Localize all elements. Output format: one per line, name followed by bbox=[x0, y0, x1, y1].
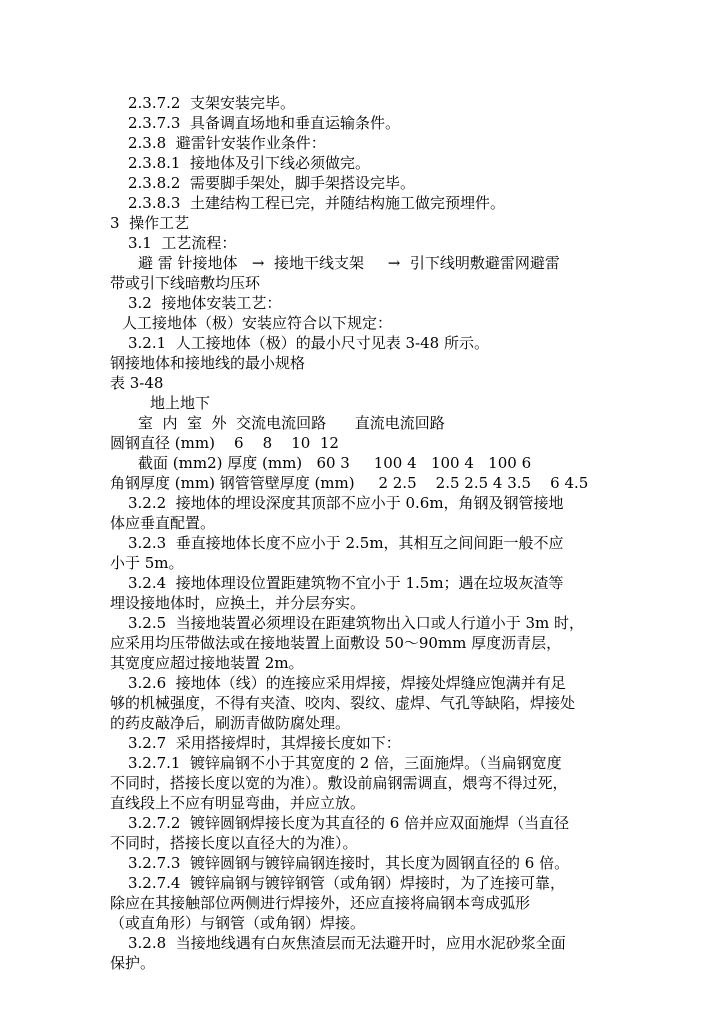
text-line: 3.2.8 当接地线遇有白灰焦渣层而无法避开时，应用水泥砂浆全面 bbox=[128, 934, 566, 952]
text-line: 2.3.8.1 接地体及引下线必须做完。 bbox=[128, 154, 371, 172]
process-flow-line: 避 雷 针接地体 → 接地干线支架 → 引下线明敷避雷网避雷 bbox=[138, 254, 560, 272]
text-line: 3.2.3 垂直接地体长度不应小于 2.5m，其相互之间间距一般不应 bbox=[128, 534, 564, 552]
text-line: 3.2.1 人工接地体（极）的最小尺寸见表 3-48 所示。 bbox=[128, 334, 489, 352]
text-line: 3.2 接地体安装工艺： bbox=[128, 294, 282, 312]
table-text-line: 圆钢直径 (mm) 6 8 10 12 bbox=[110, 434, 339, 452]
text-line: 人工接地体（极）安装应符合以下规定： bbox=[122, 314, 393, 332]
text-line: 2.3.7.2 支架安装完毕。 bbox=[128, 94, 296, 112]
text-line: （或直角形）与钢管（或角钢）焊接。 bbox=[110, 914, 366, 932]
text-line: 不同时，搭接长度以宽的为准）。敷设前扁钢需调直，煨弯不得过死， bbox=[110, 774, 568, 792]
text-line: 不同时，搭接长度以直径大的为准）。 bbox=[110, 834, 358, 852]
text-line: 3.2.5 当接地装置必须埋设在距建筑物出入口或人行道小于 3m 时， bbox=[128, 614, 585, 632]
text-line: 3.2.7 采用搭接焊时，其焊接长度如下： bbox=[128, 734, 401, 752]
section-heading: 3 操作工艺 bbox=[110, 214, 190, 232]
text-line: 3.2.4 接地体理设位置距建筑物不宜小于 1.5m；遇在垃圾灰渣等 bbox=[128, 574, 564, 592]
text-line: 3.2.7.1 镀锌扁钢不小于其宽度的 2 倍，三面施焊。（当扁钢宽度 bbox=[128, 754, 562, 772]
text-line: 体应垂直配置。 bbox=[110, 514, 216, 532]
text-line: 3.2.2 接地体的埋设深度其顶部不应小于 0.6m，角钢及钢管接地 bbox=[128, 494, 564, 512]
text-line: 的药皮敲净后，刷沥青做防腐处理。 bbox=[110, 714, 351, 732]
table-number: 表 3-48 bbox=[110, 374, 164, 392]
text-line: 2.3.8.2 需要脚手架处，脚手架搭设完毕。 bbox=[128, 174, 416, 192]
text-line: 2.3.8.3 土建结构工程已完，并随结构施工做完预埋件。 bbox=[128, 194, 506, 212]
text-line: 除应在其接触部位两侧进行焊接外，还应直接将扁钢本弯成弧形 bbox=[110, 894, 531, 912]
text-line: 3.1 工艺流程： bbox=[128, 234, 237, 252]
text-line: 应采用均压带做法或在接地装置上面敷设 50～90mm 厚度沥青层， bbox=[110, 634, 562, 652]
table-text-line: 地上地下 bbox=[150, 394, 211, 412]
text-line: 3.2.7.4 镀锌扁钢与镀锌钢管（或角钢）焊接时，为了连接可靠， bbox=[128, 874, 566, 892]
text-line: 够的机械强度，不得有夹渣、咬肉、裂纹、虚焊、气孔等缺陷，焊接处 bbox=[110, 694, 576, 712]
text-line: 其宽度应超过接地装置 2m。 bbox=[110, 654, 304, 672]
table-text-line: 室 内 室 外 交流电流回路 直流电流回路 bbox=[138, 414, 445, 432]
text-line: 直线段上不应有明显弯曲，并应立放。 bbox=[110, 794, 366, 812]
text-line: 2.3.7.3 具备调直场地和垂直运输条件。 bbox=[128, 114, 401, 132]
text-line: 3.2.7.2 镀锌圆钢焊接长度为其直径的 6 倍并应双面施焊（当直径 bbox=[128, 814, 570, 832]
text-line: 3.2.7.3 镀锌圆钢与镀锌扁钢连接时，其长度为圆钢直径的 6 倍。 bbox=[128, 854, 570, 872]
text-line: 保护。 bbox=[110, 954, 156, 972]
text-line: 埋设接地体时，应换土，并分层夯实。 bbox=[110, 594, 366, 612]
text-line: 小于 5m。 bbox=[110, 554, 184, 572]
text-line: 2.3.8 避雷针安装作业条件： bbox=[128, 134, 326, 152]
process-flow-line: 带或引下线暗敷均压环 bbox=[110, 274, 261, 292]
table-text-line: 角钢厚度 (mm) 钢管管壁厚度 (mm) 2 2.5 2.5 2.5 4 3.5 6 4.5 bbox=[110, 474, 589, 492]
table-text-line: 截面 (mm2) 厚度 (mm) 60 3 100 4 100 4 100 6 bbox=[138, 454, 532, 472]
text-line: 3.2.6 接地体（线）的连接应采用焊接，焊接处焊缝应饱满并有足 bbox=[128, 674, 566, 692]
table-title: 钢接地体和接地线的最小规格 bbox=[110, 354, 306, 372]
